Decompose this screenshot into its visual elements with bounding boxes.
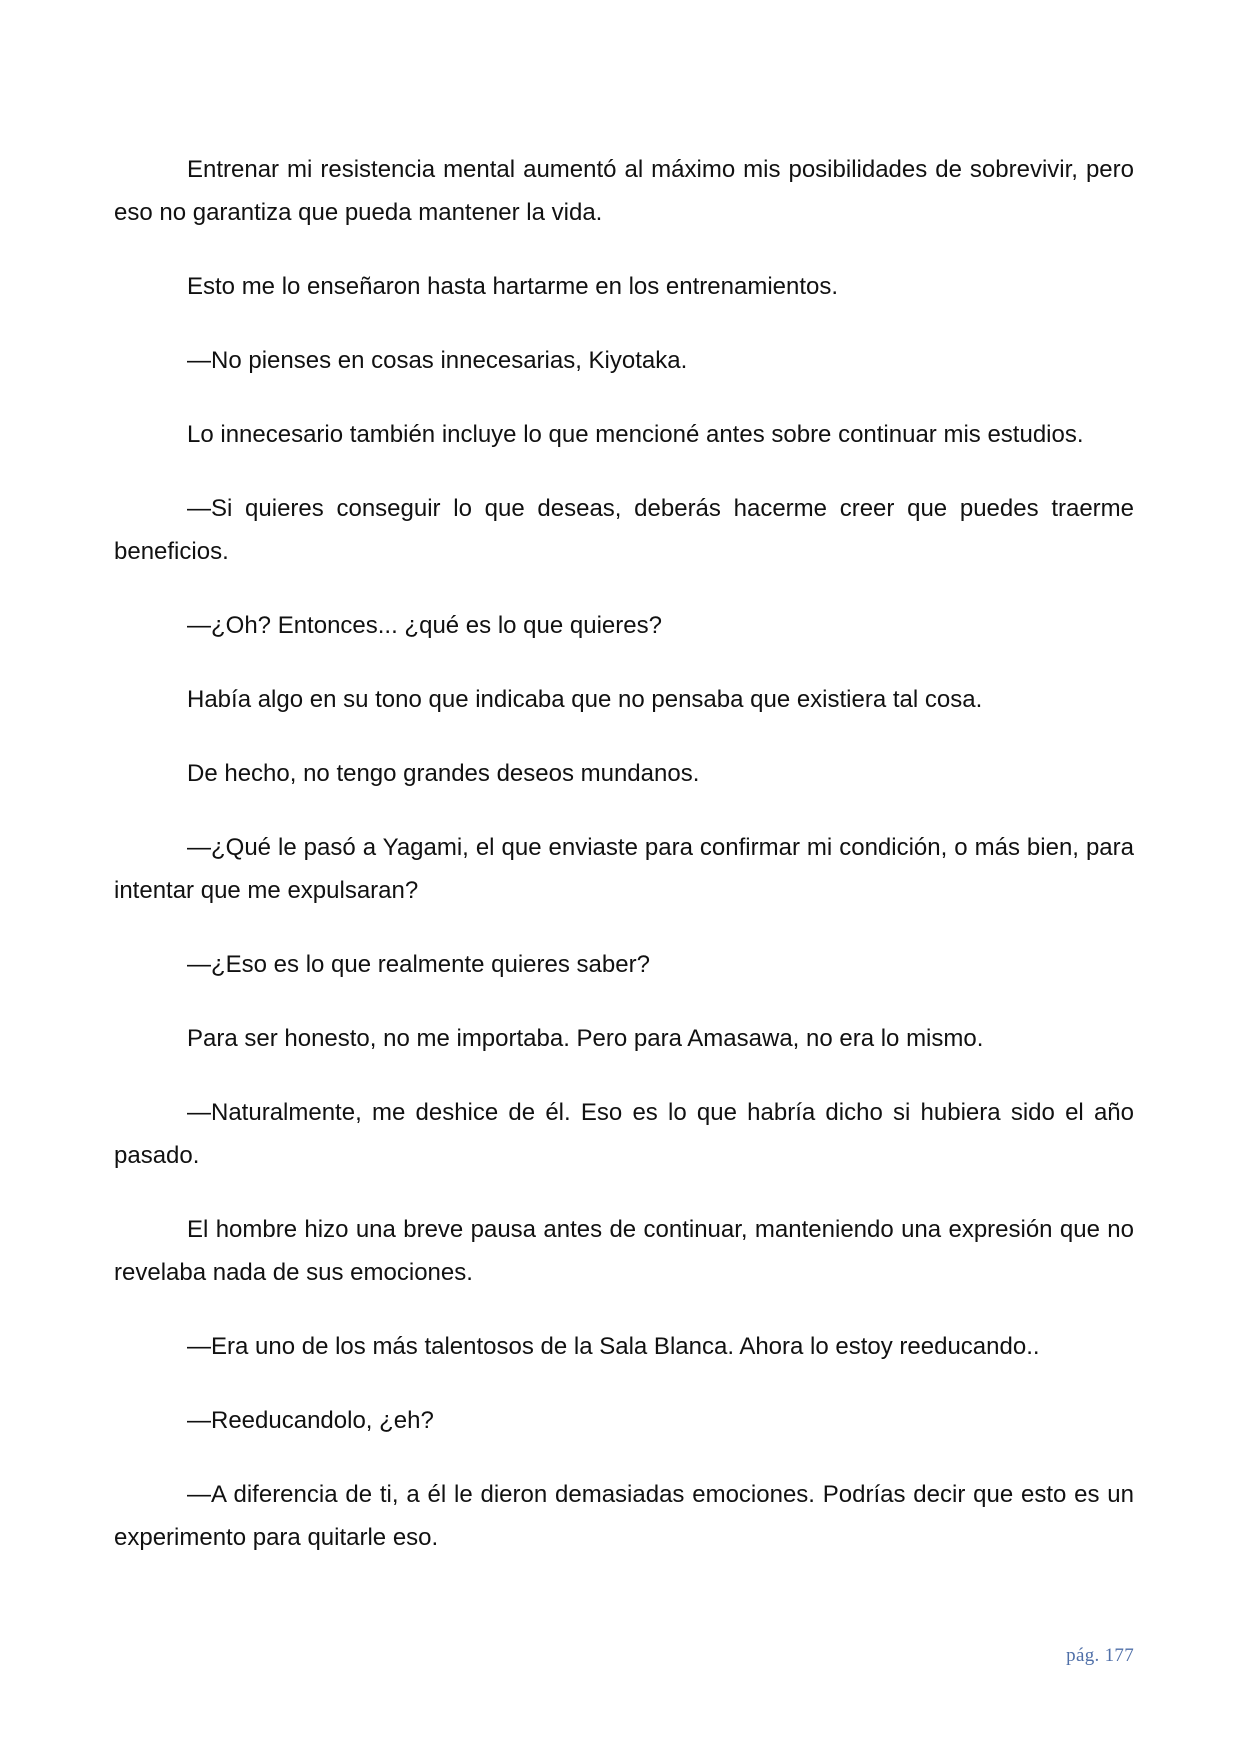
paragraph: Había algo en su tono que indicaba que no pensaba que existiera tal cosa. — [187, 686, 983, 713]
dialogue-paragraph: —Si quieres conseguir lo que deseas, deberás hacerme creer que puedes traerme beneficios. — [114, 495, 1134, 565]
body-text — [114, 148, 1134, 1590]
dialogue-paragraph: —No pienses en cosas innecesarias, Kiyotaka. — [187, 347, 688, 374]
dialogue-paragraph: —¿Qué le pasó a Yagami, el que enviaste para confirmar mi condición, o más bien, para intentar que me expulsaran? — [114, 834, 1134, 904]
paragraph: El hombre hizo una breve pausa antes de continuar, manteniendo una expresión que no revelaba nada de sus emociones. — [114, 1216, 1134, 1286]
paragraph: De hecho, no tengo grandes deseos mundanos. — [187, 760, 700, 787]
paragraph: Entrenar mi resistencia mental aumentó al máximo mis posibilidades de sobrevivir, pero eso no garantiza que pueda mantener la vida. — [114, 156, 1134, 226]
dialogue-paragraph: —Reeducandolo, ¿eh? — [187, 1407, 434, 1434]
dialogue-paragraph: —Era uno de los más talentosos de la Sala Blanca. Ahora lo estoy reeducando.. — [187, 1333, 1040, 1360]
dialogue-paragraph: —¿Oh? Entonces... ¿qué es lo que quieres? — [187, 612, 662, 639]
dialogue-paragraph: —A diferencia de ti, a él le dieron demasiadas emociones. Podrías decir que esto es un experimento para quitarle eso. — [114, 1481, 1134, 1551]
dialogue-paragraph: —¿Eso es lo que realmente quieres saber? — [187, 951, 650, 978]
dialogue-paragraph: —Naturalmente, me deshice de él. Eso es lo que habría dicho si hubiera sido el año pasado. — [114, 1099, 1134, 1169]
paragraph: Lo innecesario también incluye lo que mencioné antes sobre continuar mis estudios. — [187, 421, 1084, 448]
page-number: pág. 177 — [1066, 1645, 1134, 1666]
paragraph: Esto me lo enseñaron hasta hartarme en los entrenamientos. — [187, 273, 839, 300]
paragraph: Para ser honesto, no me importaba. Pero para Amasawa, no era lo mismo. — [187, 1025, 984, 1052]
